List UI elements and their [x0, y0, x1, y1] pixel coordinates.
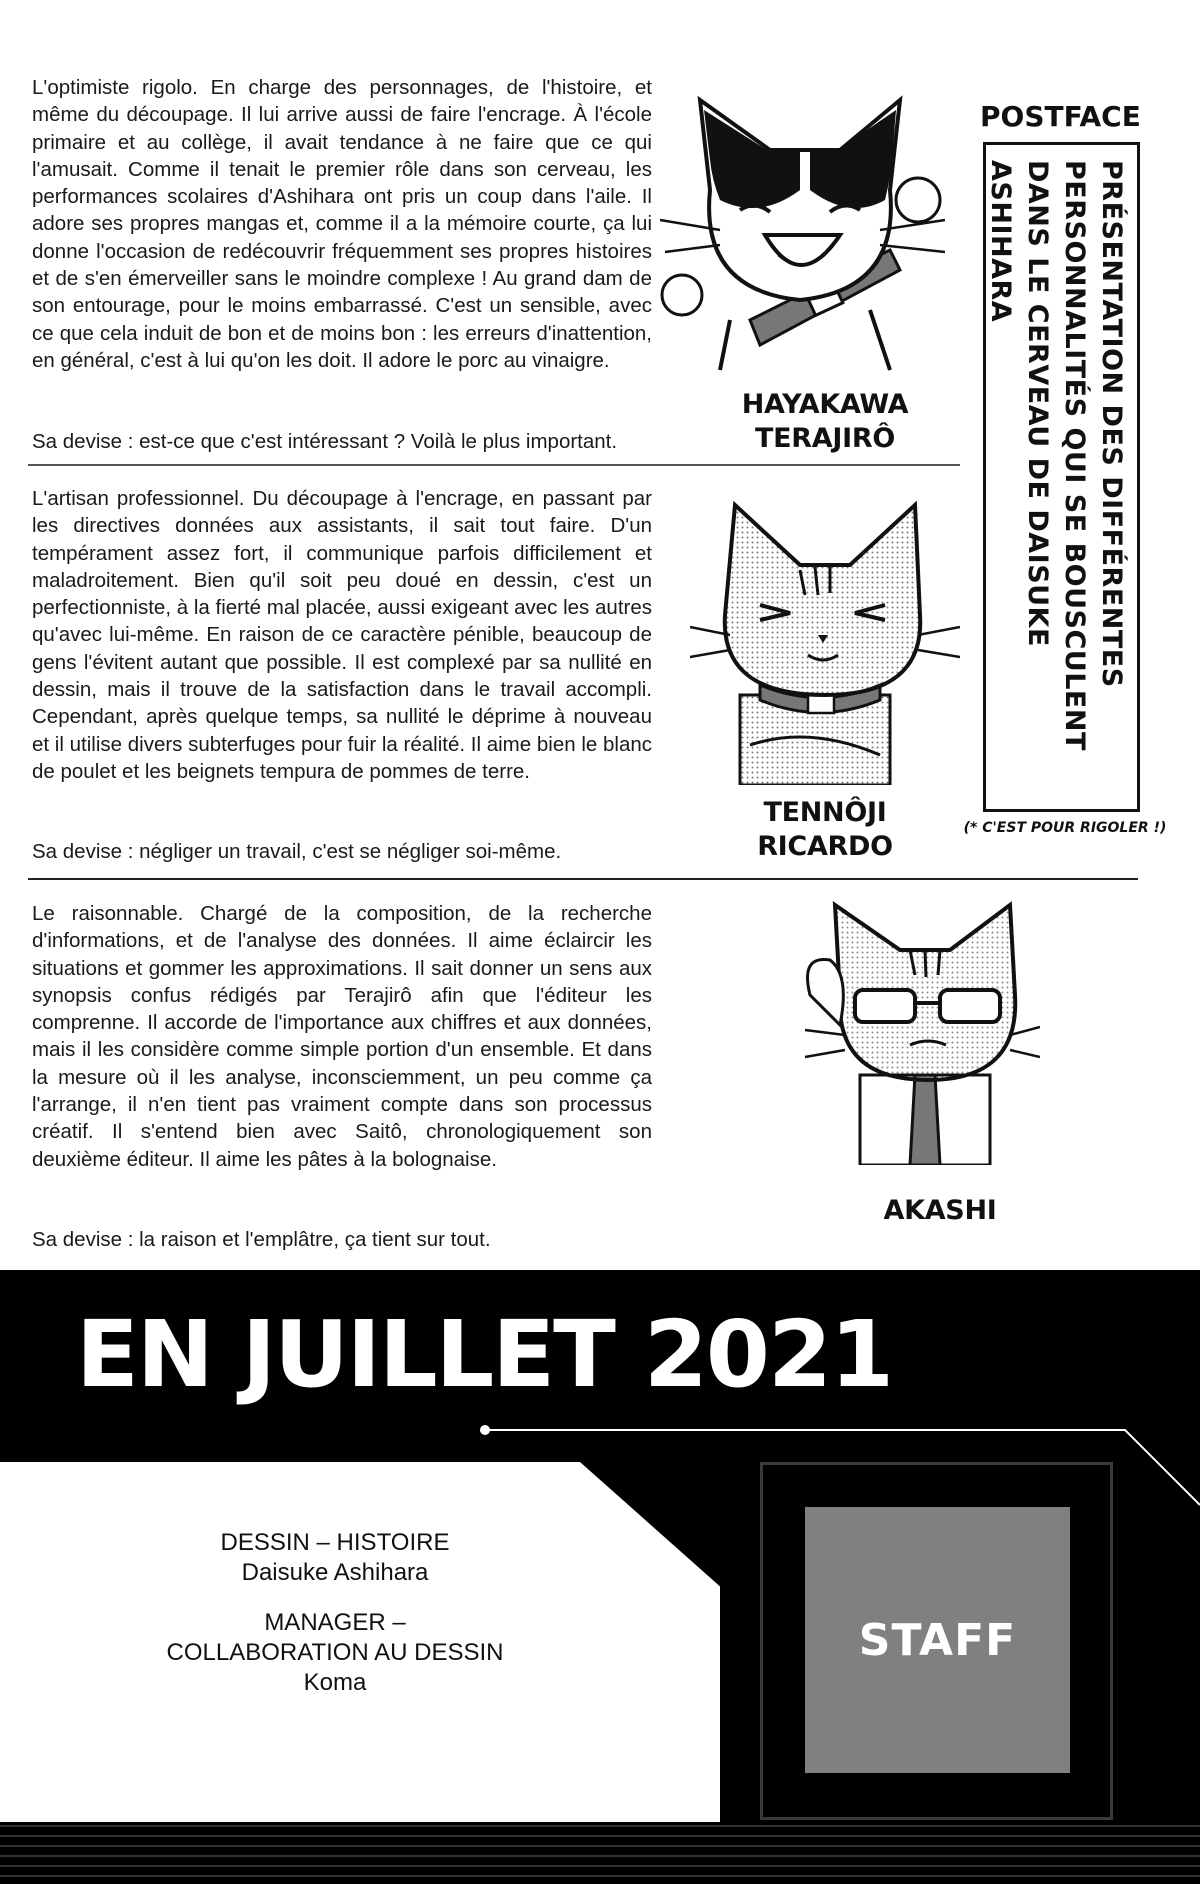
credits	[130, 1528, 540, 1718]
character-3-motto: Sa devise : la raison et l'emplâtre, ça tient sur tout.	[32, 1228, 491, 1251]
character-1-description: L'optimiste rigolo. En charge des personnages, de l'histoire, et même du découpage. Il lui arrive aussi de faire l'encrage. À l'école primaire et au collège, il avait tendance à ne faire que ce qui l'amusait. Comme il tenait le premier rôle dans son cerveau, les performances scolaires d'Ashihara ont pris un coup dans l'aile. Il adore ses propres mangas et, comme il a la mémoire courte, ça lui donne l'occasion de redécouvrir fréquemment ses propres histoires et de s'en émerveiller sans le moindre complexe ! Au grand dam de son entourage, pour le moins embarrassé. C'est un sensible, avec ce que cela induit de bon et de moins bon : les erreurs d'inattention, en général, c'est à lui qu'on les doit. Il adore le porc au vinaigre.	[32, 76, 652, 372]
divider	[28, 878, 1138, 880]
hayakawa-cat-illustration	[660, 80, 950, 380]
credit-role: COLLABORATION AU DESSIN	[166, 1639, 504, 1666]
staff-box	[805, 1507, 1070, 1773]
divider	[28, 464, 960, 466]
akashi-cat-illustration	[800, 895, 1040, 1165]
next-volume-date: EN JUILLET 2021	[76, 1301, 892, 1408]
character-2-description: L'artisan professionnel. Du découpage à l'encrage, en passant par les directives données aux assistants, il sait tout faire. D'un tempérament assez fort, il communique parfois difficilement et maladroitement. Bien qu'il soit peu doué en dessin, c'est un perfectionniste, à la fierté mal placée, aussi exigeant avec les autres qu'avec lui-même. En raison de ce caractère pénible, beaucoup de gens l'évitent autant que possible. Il est complexé par sa nullité en dessin, mais il trouve de la satisfaction dans le travail accompli. Cependant, après quelque temps, sa nullité le déprime à nouveau et il utilise divers subterfuges pour fuir la réalité. Il aime bien le blanc de poulet et les beignets tempura de pommes de terre.	[32, 487, 652, 783]
character-2-motto: Sa devise : négliger un travail, c'est se négliger soi-même.	[32, 840, 562, 863]
character-2-name-line2: RICARDO	[757, 831, 893, 862]
character-1-name-line1: HAYAKAWA	[741, 389, 909, 420]
credits-panel-corner	[560, 1462, 760, 1822]
postface-title: POSTFACE	[980, 100, 1141, 133]
character-2-name-line1: TENNÔJI	[763, 797, 887, 828]
credit-name: Koma	[303, 1669, 367, 1696]
character-3-description: Le raisonnable. Chargé de la composition, de la recherche d'informations, et de l'analyse des données. Il aime éclaircir les situations et gommer les approximations. Il sait donner un sens aux synopsis confus rédigés par Terajirô afin que l'éditeur les comprenne. Il accorde de l'importance aux chiffres et aux données, mais il les considère comme simple portion d'un ensemble. Et dans la mesure où il les analyse, inconsciemment, un peu comme ça l'arrange, il n'en tient pas vraiment compte dans son processus créatif. Il s'entend bien avec Saitô, chronologiquement son deuxième éditeur. Il aime les pâtes à la bolognaise.	[32, 902, 652, 1171]
credit-name: Daisuke Ashihara	[241, 1559, 429, 1586]
character-3-name: AKASHI	[883, 1195, 997, 1226]
credit-role: MANAGER –	[264, 1609, 406, 1636]
character-1-motto: Sa devise : est-ce que c'est intéressant ? Voilà le plus important.	[32, 430, 618, 453]
tennoji-cat-illustration	[690, 495, 960, 785]
character-1-name-line2: TERAJIRÔ	[755, 423, 895, 454]
postface-vertical-heading: PRÉSENTATION DES DIFFÉRENTES PERSONNALITÉS QUI SE BOUSCULENT DANS LE CERVEAU DE DAISUKE ASHIHARA	[985, 160, 1127, 751]
bottom-stripes	[0, 1820, 1200, 1884]
postface-footnote: (* C'EST POUR RIGOLER !)	[963, 820, 1167, 836]
staff-label: STAFF	[858, 1614, 1017, 1666]
credit-role: DESSIN – HISTOIRE	[220, 1529, 450, 1556]
